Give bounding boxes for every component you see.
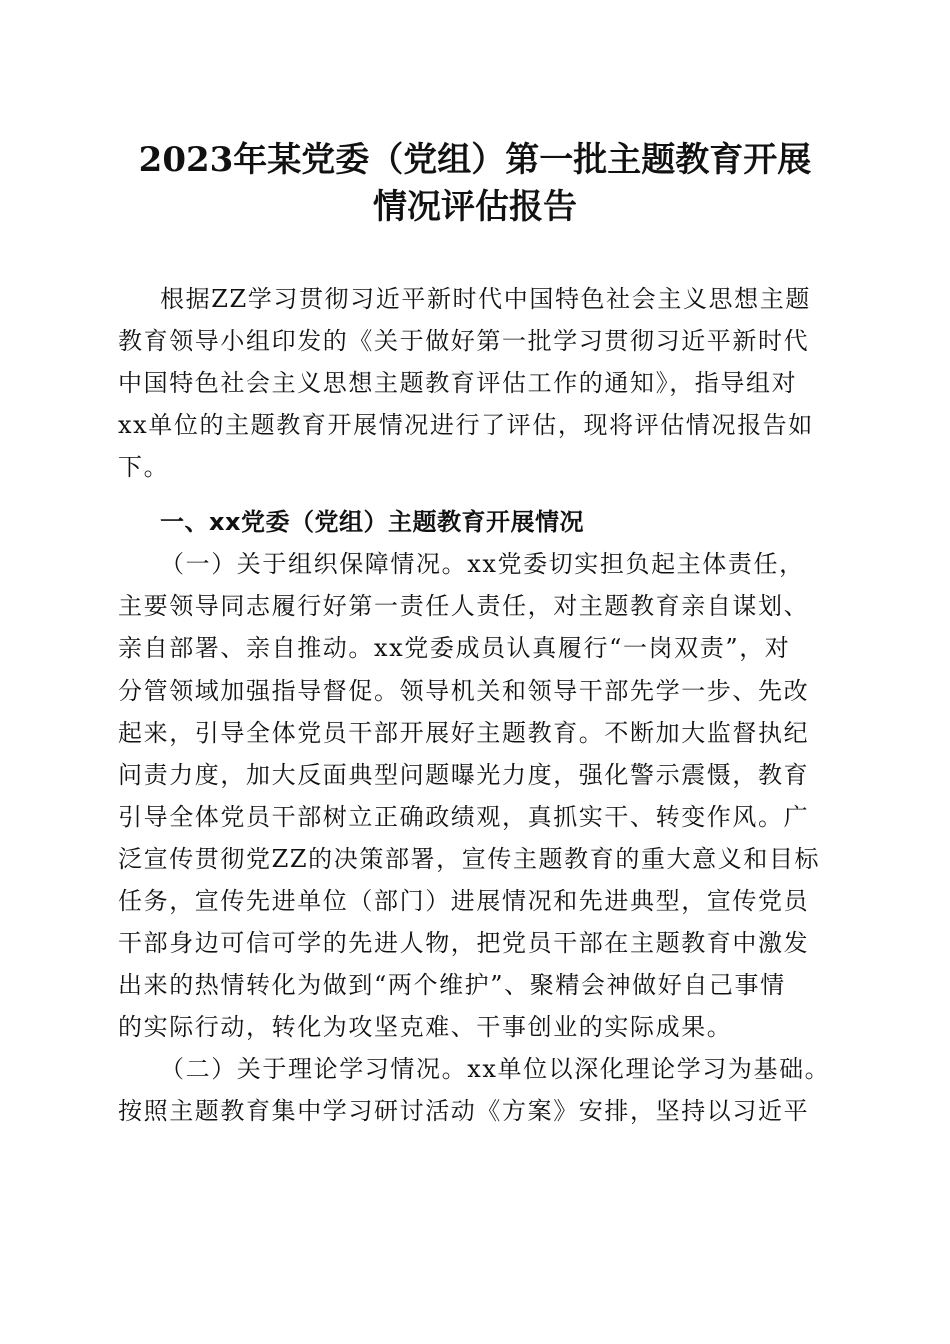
paragraph-theory-line-2: 按照主题教育集中学习研讨活动《方案》安排，坚持以习近平 <box>118 1097 810 1125</box>
paragraph-org-line-8: 泛宣传贯彻党ZZ的决策部署，宣传主题教育的重大意义和目标 <box>118 845 821 873</box>
paragraph-org-line-11: 出来的热情转化为做到“两个维护”、聚精会神做好自己事情 <box>118 971 786 999</box>
document-title-line-1: 2023年某党委（党组）第一批主题教育开展 <box>138 140 812 180</box>
paragraph-org-line-7: 引导全体党员干部树立正确政绩观，真抓实干、转变作风。广 <box>118 803 810 831</box>
paragraph-org-line-9: 任务，宣传先进单位（部门）进展情况和先进典型，宣传党员 <box>118 887 810 915</box>
paragraph-intro-line-2: 教育领导小组印发的《关于做好第一批学习贯彻习近平新时代 <box>118 327 810 355</box>
paragraph-org-line-5: 起来，引导全体党员干部开展好主题教育。不断加大监督执纪 <box>118 719 810 747</box>
paragraph-org-line-4: 分管领域加强指导督促。领导机关和领导干部先学一步、先改 <box>118 677 810 705</box>
paragraph-intro-line-5: 下。 <box>118 453 170 481</box>
document-title-line-2: 情况评估报告 <box>373 187 577 227</box>
section-heading-1: 一、xx党委（党组）主题教育开展情况 <box>160 508 584 536</box>
paragraph-intro-line-4: xx单位的主题教育开展情况进行了评估，现将评估情况报告如 <box>118 411 814 439</box>
paragraph-org-line-2: 主要领导同志履行好第一责任人责任，对主题教育亲自谋划、 <box>118 592 810 620</box>
paragraph-intro-line-1: 根据ZZ学习贯彻习近平新时代中国特色社会主义思想主题 <box>160 285 811 313</box>
paragraph-intro-line-3: 中国特色社会主义思想主题教育评估工作的通知》，指导组对 <box>118 369 798 397</box>
paragraph-org-line-6: 问责力度，加大反面典型问题曝光力度，强化警示震慑，教育 <box>118 761 810 789</box>
paragraph-org-line-12: 的实际行动，转化为攻坚克难、干事创业的实际成果。 <box>118 1013 733 1041</box>
paragraph-theory-line-1: （二）关于理论学习情况。xx单位以深化理论学习为基础。 <box>160 1055 831 1083</box>
paragraph-org-line-3: 亲自部署、亲自推动。xx党委成员认真履行“一岗双责”，对 <box>118 634 791 662</box>
paragraph-org-line-10: 干部身边可信可学的先进人物，把党员干部在主题教育中激发 <box>118 929 810 957</box>
paragraph-org-line-1: （一）关于组织保障情况。xx党委切实担负起主体责任， <box>160 550 805 578</box>
